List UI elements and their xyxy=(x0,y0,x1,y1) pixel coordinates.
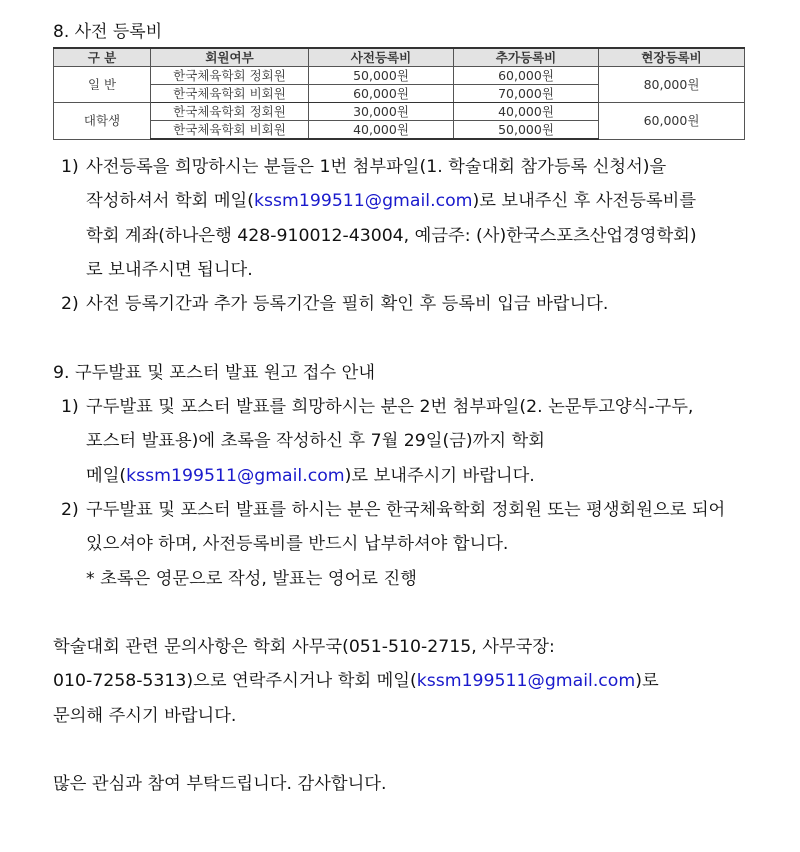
list-item xyxy=(53,150,773,184)
abstract-note: * 초록은 영문으로 작성, 발표는 영어로 진행 xyxy=(86,568,417,589)
contact-text: 학술대회 관련 문의사항은 학회 사무국(051-510-2715, 사무국장: xyxy=(53,637,555,658)
table-row xyxy=(54,103,745,121)
list-item xyxy=(53,390,773,424)
item-number: 2) xyxy=(61,294,79,315)
closing-text: 많은 관심과 참여 부탁드립니다. 감사합니다. xyxy=(53,774,387,795)
email-link[interactable]: kssm199511@gmail.com xyxy=(126,465,345,486)
item-text: )로 보내주시기 바랍니다. xyxy=(344,465,535,486)
table-header-row xyxy=(54,48,745,67)
item-text: 010-7258-5313)으로 연락주시거나 학회 메일( xyxy=(53,671,417,692)
item-text: )로 보내주신 후 사전등록비를 xyxy=(472,191,697,212)
item-continuation xyxy=(53,184,773,218)
section-8-title: 8. 사전 등록비 xyxy=(53,22,163,42)
spacer xyxy=(53,733,773,767)
spacer xyxy=(53,321,773,355)
list-item xyxy=(53,493,773,527)
item-continuation: 포스터 발표용)에 초록을 작성하신 후 7월 29일(금)까지 학회 xyxy=(86,431,545,452)
extra-fee-cell: 50,000원 xyxy=(454,121,599,140)
membership-cell: 한국체육학회 정회원 xyxy=(151,67,309,85)
document-body xyxy=(53,150,773,802)
item-continuation: 로 보내주시면 됩니다. xyxy=(86,259,253,280)
item-text: 구두발표 및 포스터 발표를 희망하시는 분은 2번 첨부파일(2. 논문투고양식-구두, xyxy=(86,397,694,418)
item-number: 1) xyxy=(61,157,79,177)
contact-text xyxy=(53,664,773,698)
item-continuation: 학회 계좌(하나은행 428-910012-43004, 예금주: (사)한국스포츠산업경영학회) xyxy=(86,225,697,246)
extra-fee-cell: 60,000원 xyxy=(454,67,599,85)
header-onsite-registration-fee: 현장등록비 xyxy=(599,48,745,67)
item-continuation xyxy=(53,459,773,493)
section-9-title: 9. 구두발표 및 포스터 발표 원고 접수 안내 xyxy=(53,362,376,383)
header-pre-registration-fee: 사전등록비 xyxy=(309,48,454,67)
onsite-fee-cell: 80,000원 xyxy=(599,67,745,103)
registration-fee-table xyxy=(53,47,745,140)
header-additional-registration-fee: 추가등록비 xyxy=(454,48,599,67)
item-text: 메일( xyxy=(86,465,127,486)
onsite-fee-cell: 60,000원 xyxy=(599,103,745,140)
extra-fee-cell: 70,000원 xyxy=(454,85,599,103)
membership-cell: 한국체육학회 비회원 xyxy=(151,85,309,103)
item-text: 작성하셔서 학회 메일( xyxy=(86,191,254,212)
list-item xyxy=(53,287,773,321)
item-number: 1) xyxy=(61,397,79,418)
pre-fee-cell: 60,000원 xyxy=(309,85,454,103)
membership-cell: 한국체육학회 비회원 xyxy=(151,121,309,140)
item-text: )로 xyxy=(635,671,659,692)
item-text: 구두발표 및 포스터 발표를 하시는 분은 한국체육학회 정회원 또는 평생회원으로 되어 xyxy=(86,499,726,520)
extra-fee-cell: 40,000원 xyxy=(454,103,599,121)
item-continuation: 있으셔야 하며, 사전등록비를 반드시 납부하셔야 합니다. xyxy=(86,534,509,555)
category-cell: 일 반 xyxy=(54,67,151,103)
email-link[interactable]: kssm199511@gmail.com xyxy=(416,671,636,692)
item-text: 사전등록을 희망하시는 분들은 1번 첨부파일(1. 학술대회 참가등록 신청서)을 xyxy=(86,157,667,177)
category-cell: 대학생 xyxy=(54,103,151,140)
item-number: 2) xyxy=(61,499,79,520)
contact-text: 문의해 주시기 바랍니다. xyxy=(53,705,237,726)
pre-fee-cell: 40,000원 xyxy=(309,121,454,140)
membership-cell: 한국체육학회 정회원 xyxy=(151,103,309,121)
item-text: 사전 등록기간과 추가 등록기간을 필히 확인 후 등록비 입금 바랍니다. xyxy=(86,294,609,315)
spacer xyxy=(53,596,773,630)
header-category: 구 분 xyxy=(54,48,151,67)
table-row xyxy=(54,67,745,85)
header-membership: 회원여부 xyxy=(151,48,309,67)
pre-fee-cell: 50,000원 xyxy=(309,67,454,85)
email-link[interactable]: kssm199511@gmail.com xyxy=(253,191,473,212)
pre-fee-cell: 30,000원 xyxy=(309,103,454,121)
